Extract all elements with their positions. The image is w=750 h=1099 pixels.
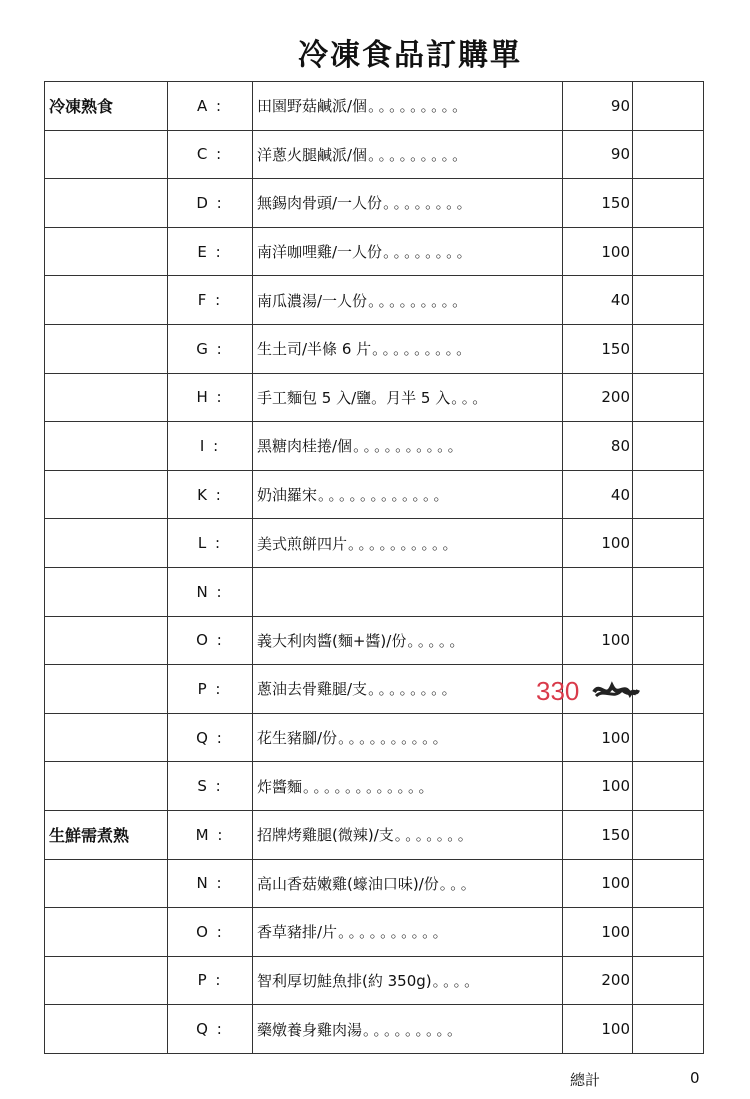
item-name-cell <box>253 227 563 276</box>
table-row <box>45 908 704 957</box>
item-name: 洋蔥火腿鹹派/個 <box>257 145 368 164</box>
category-cell <box>45 470 168 519</box>
item-code-cell: O : <box>168 616 253 665</box>
item-code-cell: Q : <box>168 1005 253 1054</box>
table-row <box>45 616 704 665</box>
price-cell <box>563 567 633 616</box>
item-code-cell: M : <box>168 810 253 859</box>
price-cell: 100 <box>563 762 633 811</box>
quantity-cell <box>633 859 704 908</box>
category-cell <box>45 1005 168 1054</box>
category-cell <box>45 762 168 811</box>
item-name: 智利厚切鮭魚排(約 350g) <box>257 971 432 990</box>
category-cell <box>45 179 168 228</box>
category-cell <box>45 956 168 1005</box>
total-label: 總計 <box>570 1071 601 1089</box>
item-code-cell: G : <box>168 324 253 373</box>
quantity-cell <box>633 179 704 228</box>
leader-dots: 。。。。 <box>432 971 483 990</box>
item-name: 花生豬腳/份 <box>257 729 338 748</box>
price-cell: 90 <box>563 82 633 131</box>
item-name: 南瓜濃湯/一人份 <box>257 291 368 310</box>
table-row <box>45 82 704 131</box>
item-name: 美式煎餅四片 <box>257 534 348 553</box>
item-code-cell: L : <box>168 519 253 568</box>
leader-dots: 。。。。。。。。。 <box>368 291 471 310</box>
table-row <box>45 519 704 568</box>
item-code-cell: A : <box>168 82 253 131</box>
quantity-cell <box>633 227 704 276</box>
quantity-cell <box>633 908 704 957</box>
item-name-cell <box>253 373 563 422</box>
item-name: 田園野菇鹹派/個 <box>257 97 368 116</box>
item-name-cell <box>253 956 563 1005</box>
item-name-cell <box>253 1005 563 1054</box>
leader-dots: 。。。。。。。。。。 <box>353 437 466 456</box>
category-cell <box>45 373 168 422</box>
item-code-cell: O : <box>168 908 253 957</box>
price-cell: 40 <box>563 470 633 519</box>
leader-dots: 。。。。。。。。 <box>383 194 475 213</box>
category-cell: 冷凍熟食 <box>45 82 168 131</box>
item-name-cell <box>253 908 563 957</box>
table-row <box>45 179 704 228</box>
table-row <box>45 810 704 859</box>
item-name-cell <box>253 713 563 762</box>
item-code-cell: P : <box>168 956 253 1005</box>
quantity-cell <box>633 130 704 179</box>
item-code-cell: N : <box>168 567 253 616</box>
item-name-cell <box>253 82 563 131</box>
leader-dots: 。。。。。。。。。 <box>372 340 475 359</box>
table-row <box>45 324 704 373</box>
quantity-cell <box>633 82 704 131</box>
price-cell: 200 <box>563 373 633 422</box>
item-name: 高山香菇嫩雞(蠔油口味)/份 <box>257 874 439 893</box>
item-name-cell <box>253 665 563 714</box>
table-row <box>45 762 704 811</box>
item-name: 生土司/半條 6 片 <box>257 340 372 359</box>
item-name: 手工麵包 5 入/鹽。月半 5 入 <box>257 388 451 407</box>
page-title: 冷凍食品訂購單 <box>298 38 522 73</box>
item-name-cell <box>253 519 563 568</box>
category-cell <box>45 616 168 665</box>
price-cell: 100 <box>563 616 633 665</box>
category-cell <box>45 908 168 957</box>
table-row <box>45 956 704 1005</box>
handwritten-price: 330 <box>536 676 580 706</box>
quantity-cell <box>633 1005 704 1054</box>
item-name-cell <box>253 762 563 811</box>
quantity-cell <box>633 956 704 1005</box>
price-cell: 150 <box>563 324 633 373</box>
table-row <box>45 130 704 179</box>
quantity-cell <box>633 567 704 616</box>
leader-dots: 。。。。。。。。。。。。 <box>303 777 437 796</box>
item-name: 南洋咖哩雞/一人份 <box>257 243 383 262</box>
leader-dots: 。。。。。。。。。。 <box>338 729 451 748</box>
table-row <box>45 373 704 422</box>
category-cell <box>45 859 168 908</box>
category-cell <box>45 422 168 471</box>
price-cell: 100 <box>563 859 633 908</box>
leader-dots: 。。。。。。。。。 <box>368 145 471 164</box>
leader-dots: 。。。。。。。。。。 <box>348 534 461 553</box>
item-code-cell: Q : <box>168 713 253 762</box>
leader-dots: 。。。。。。。。。 <box>368 97 471 116</box>
leader-dots: 。。。。。。。。 <box>383 243 475 262</box>
category-cell <box>45 130 168 179</box>
price-cell: 150 <box>563 179 633 228</box>
leader-dots: 。。。 <box>451 388 491 407</box>
quantity-cell <box>633 470 704 519</box>
price-cell: 90 <box>563 130 633 179</box>
leader-dots: 。。。。。。。。。。 <box>338 923 451 942</box>
item-name-cell <box>253 422 563 471</box>
table-row <box>45 859 704 908</box>
table-row <box>45 1005 704 1054</box>
item-code-cell: I : <box>168 422 253 471</box>
item-code-cell: K : <box>168 470 253 519</box>
quantity-cell <box>633 422 704 471</box>
item-code-cell: P : <box>168 665 253 714</box>
quantity-cell <box>633 810 704 859</box>
quantity-cell <box>633 276 704 325</box>
price-cell: 100 <box>563 1005 633 1054</box>
price-cell: 100 <box>563 713 633 762</box>
item-code-cell: F : <box>168 276 253 325</box>
item-name-cell <box>253 179 563 228</box>
leader-dots: 。。。。。 <box>407 631 468 650</box>
quantity-cell <box>633 519 704 568</box>
category-cell: 生鮮需煮熟 <box>45 810 168 859</box>
quantity-cell <box>633 373 704 422</box>
category-cell <box>45 324 168 373</box>
table-row <box>45 470 704 519</box>
item-name: 招牌烤雞腿(微辣)/支 <box>257 826 394 845</box>
price-cell: 100 <box>563 519 633 568</box>
item-name: 蔥油去骨雞腿/支 <box>257 680 368 699</box>
item-name-cell <box>253 859 563 908</box>
item-name: 無錫肉骨頭/一人份 <box>257 194 383 213</box>
item-name: 奶油羅宋 <box>257 486 318 505</box>
item-name-cell <box>253 616 563 665</box>
item-name: 藥燉養身雞肉湯 <box>257 1020 363 1039</box>
item-code-cell: D : <box>168 179 253 228</box>
table-row <box>45 227 704 276</box>
table-row <box>45 276 704 325</box>
quantity-cell <box>633 713 704 762</box>
item-code-cell: C : <box>168 130 253 179</box>
price-cell: 100 <box>563 227 633 276</box>
quantity-cell <box>633 762 704 811</box>
table-row <box>45 713 704 762</box>
category-cell <box>45 567 168 616</box>
item-name-cell <box>253 324 563 373</box>
price-cell: 150 <box>563 810 633 859</box>
total-value: 0 <box>690 1069 700 1087</box>
category-cell <box>45 227 168 276</box>
item-name-cell <box>253 810 563 859</box>
item-name: 炸醬麵 <box>257 777 303 796</box>
leader-dots: 。。。。。。。。。 <box>363 1020 466 1039</box>
table-row <box>45 567 704 616</box>
item-name: 香草豬排/片 <box>257 923 338 942</box>
item-name: 義大利肉醬(麵+醬)/份 <box>257 631 407 650</box>
item-name: 黑糖肉桂捲/個 <box>257 437 353 456</box>
leader-dots: 。。。 <box>439 874 479 893</box>
category-cell <box>45 665 168 714</box>
quantity-cell <box>633 616 704 665</box>
order-table <box>44 81 704 1054</box>
item-code-cell: H : <box>168 373 253 422</box>
leader-dots: 。。。。。。。 <box>394 826 476 845</box>
category-cell <box>45 519 168 568</box>
category-cell <box>45 276 168 325</box>
price-cell: 80 <box>563 422 633 471</box>
item-name-cell <box>253 276 563 325</box>
leader-dots: 。。。。。。。。。。。。 <box>318 486 452 505</box>
category-cell <box>45 713 168 762</box>
price-cell: 100 <box>563 908 633 957</box>
price-cell: 200 <box>563 956 633 1005</box>
quantity-cell <box>633 665 704 714</box>
scribble-mark <box>592 680 640 702</box>
item-name-cell <box>253 470 563 519</box>
table-row <box>45 422 704 471</box>
price-cell: 40 <box>563 276 633 325</box>
item-name-cell <box>253 130 563 179</box>
leader-dots: 。。。。。。。。 <box>368 680 460 699</box>
item-code-cell: S : <box>168 762 253 811</box>
item-name-cell <box>253 567 563 616</box>
item-code-cell: N : <box>168 859 253 908</box>
quantity-cell <box>633 324 704 373</box>
item-code-cell: E : <box>168 227 253 276</box>
